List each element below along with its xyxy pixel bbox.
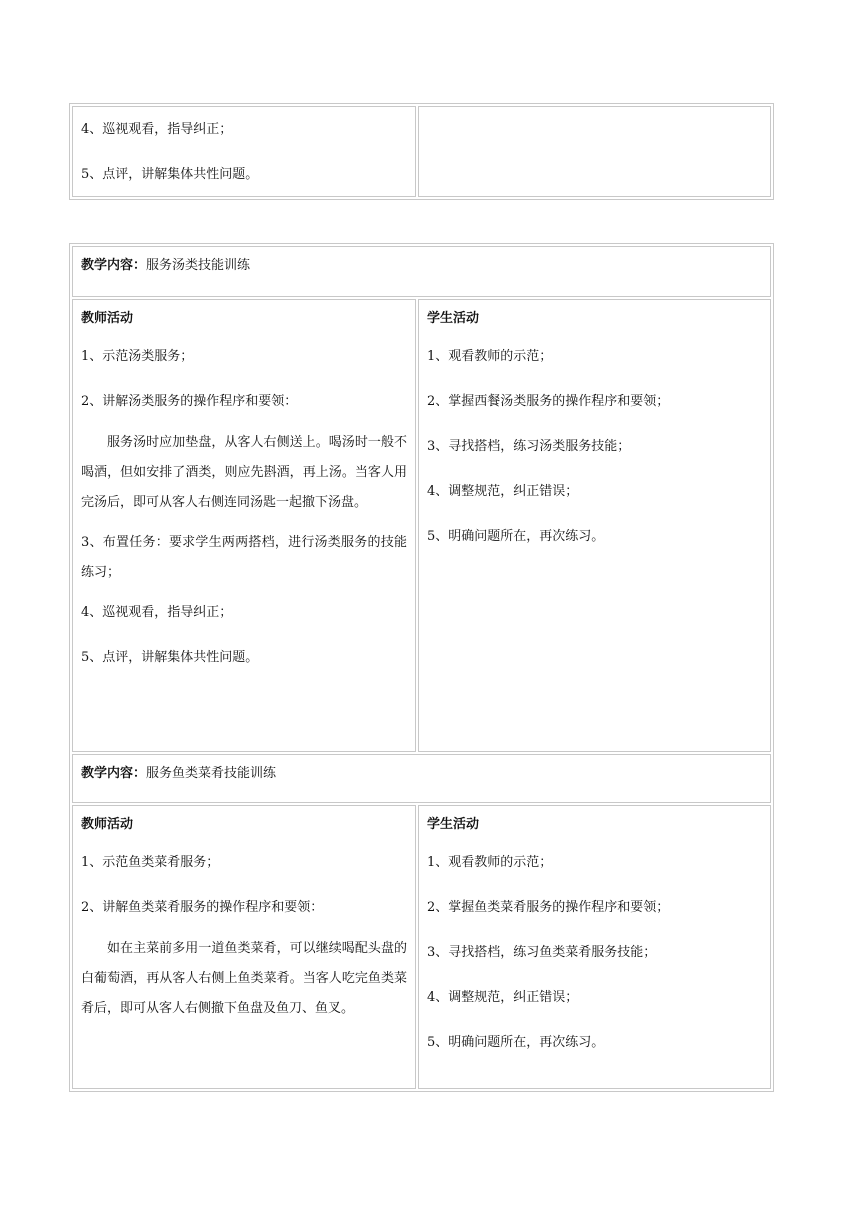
teacher-activity-cell (72, 106, 416, 197)
student-activity-title: 学生活动 (427, 817, 480, 832)
teacher-paragraph: 如在主菜前多用一道鱼类菜肴，可以继续喝配头盘的白葡萄酒，再从客人右侧上鱼类菜肴。当客人吃完鱼类菜肴后，即可从客人右侧撤下鱼盘及鱼刀、鱼叉。 (81, 941, 407, 1016)
teacher-item: 5、点评，讲解集体共性问题。 (81, 167, 259, 182)
teacher-item: 3、布置任务：要求学生两两搭档，进行汤类服务的技能练习； (81, 535, 407, 580)
student-activity-title: 学生活动 (427, 311, 480, 326)
student-item: 5、明确问题所在，再次练习。 (427, 1035, 605, 1050)
content-label: 教学内容： (81, 258, 147, 273)
student-item: 3、寻找搭档，练习鱼类菜肴服务技能； (427, 945, 657, 960)
teacher-item: 1、示范鱼类菜肴服务； (81, 855, 220, 870)
student-item: 2、掌握鱼类菜肴服务的操作程序和要领； (427, 900, 670, 915)
teacher-item: 5、点评，讲解集体共性问题。 (81, 650, 259, 665)
teacher-item: 2、讲解汤类服务的操作程序和要领： (81, 394, 298, 409)
student-item: 1、观看教师的示范； (427, 349, 553, 364)
content-value: 服务汤类技能训练 (146, 258, 251, 273)
lesson-table (69, 243, 774, 1092)
continuation-table (69, 103, 774, 200)
student-item: 5、明确问题所在，再次练习。 (427, 529, 605, 544)
teacher-paragraph: 服务汤时应加垫盘，从客人右侧送上。喝汤时一般不喝酒，但如安排了酒类，则应先斟酒，再上汤。当客人用完汤后，即可从客人右侧连同汤匙一起撤下汤盘。 (81, 435, 407, 510)
content-row-soup (72, 246, 771, 297)
student-activity-cell (418, 106, 771, 197)
teacher-item: 4、巡视观看，指导纠正； (81, 605, 233, 620)
content-label: 教学内容： (81, 766, 147, 781)
student-item: 4、调整规范，纠正错误； (427, 484, 579, 499)
student-activity-cell (418, 299, 771, 752)
teacher-item: 4、巡视观看，指导纠正； (81, 122, 233, 137)
student-activity-cell (418, 805, 771, 1089)
teacher-item: 2、讲解鱼类菜肴服务的操作程序和要领： (81, 900, 324, 915)
student-item: 2、掌握西餐汤类服务的操作程序和要领； (427, 394, 670, 409)
student-item: 3、寻找搭档，练习汤类服务技能； (427, 439, 631, 454)
student-item: 4、调整规范，纠正错误； (427, 990, 579, 1005)
teacher-activity-cell (72, 805, 416, 1089)
teacher-item: 1、示范汤类服务； (81, 349, 194, 364)
content-value: 服务鱼类菜肴技能训练 (146, 766, 277, 781)
teacher-activity-title: 教师活动 (81, 817, 134, 832)
teacher-activity-title: 教师活动 (81, 311, 134, 326)
teacher-activity-cell (72, 299, 416, 752)
content-row-fish (72, 754, 771, 803)
student-item: 1、观看教师的示范； (427, 855, 553, 870)
